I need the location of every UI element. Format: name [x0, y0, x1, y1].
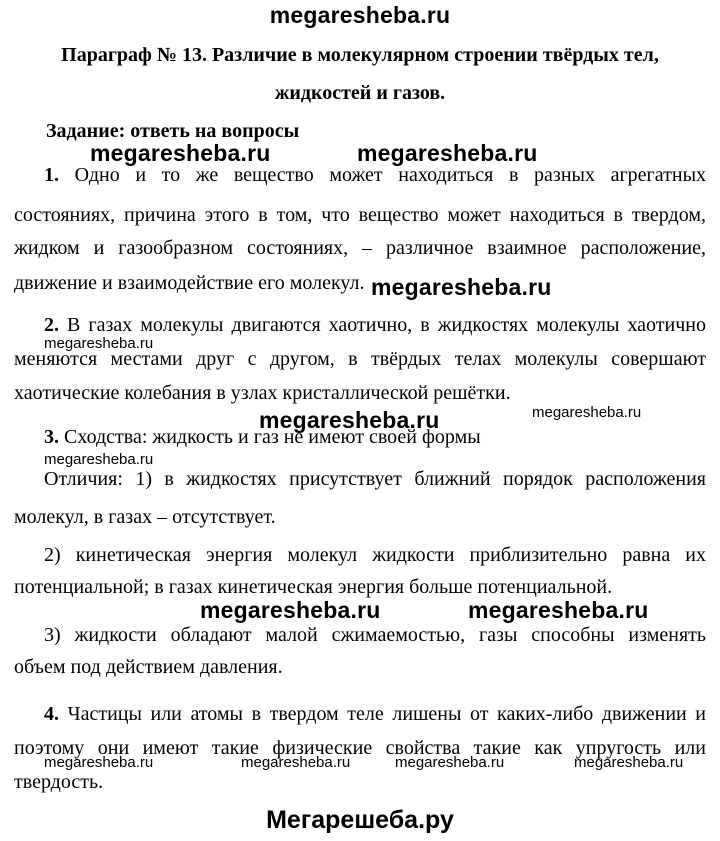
answer-3-text: Сходства: жидкость и газ не имеют своей формы: [64, 426, 481, 448]
answer-3-number: 3.: [44, 426, 59, 448]
answer-1-line-4: движение и взаимодействие его молекул.: [14, 272, 365, 294]
answer-4-number: 4.: [44, 703, 59, 725]
answer-4-line-1: [44, 703, 706, 726]
answer-2-text: В газах молекулы двигаются хаотично, в жидкостях молекулы хаотично: [67, 314, 706, 336]
answer-3-point-2-line-1: 2) кинетическая энергия молекул жидкости приблизительно равна их: [44, 544, 706, 566]
watermark-small: megaresheba.ru: [44, 335, 154, 352]
page-title-line-1: Параграф № 13. Различие в молекулярном строении твёрдых тел,: [61, 44, 659, 66]
answer-1-line-1: [14, 164, 706, 187]
answer-2-line-1: [14, 314, 706, 337]
watermark: megaresheba.ru: [200, 597, 381, 623]
answer-3-point-2-line-2: потенциальной; в газах кинетическая энергия больше потенциальной.: [14, 576, 613, 598]
answer-2-line-3: хаотические колебания в узлах кристаллической решётки.: [14, 382, 511, 404]
page-title-line-2: жидкостей и газов.: [274, 82, 446, 104]
answer-4-line-3: твердость.: [14, 771, 104, 793]
answer-1-text: Одно и то же вещество может находиться в разных агрегатных: [74, 164, 707, 186]
watermark: megaresheba.ru: [468, 597, 649, 623]
answer-1-number: 1.: [44, 164, 59, 186]
header-watermark: megaresheba.ru: [269, 2, 451, 28]
answer-1-line-2: состояниях, причина этого в том, что вещество может находиться в твердом,: [14, 204, 706, 226]
task-label: Задание: ответь на вопросы: [46, 120, 300, 142]
watermark-small: megaresheba.ru: [574, 754, 684, 771]
answer-4-text: Частицы или атомы в твердом теле лишены от каких-либо движении и: [67, 703, 706, 725]
answer-2-line-2: меняются местами друг с другом, в твёрдых телах молекулы совершают: [14, 348, 706, 370]
watermark-small: megaresheba.ru: [532, 404, 642, 421]
answer-1-line-3: жидком и газообразном состояниях, – различное взаимное расположение,: [14, 237, 706, 259]
watermark-small: megaresheba.ru: [44, 754, 154, 771]
answer-3-point-3-line-1: 3) жидкости обладают малой сжимаемостью, газы способны изменять: [44, 624, 706, 646]
watermark: megaresheba.ru: [357, 140, 538, 166]
answer-3-point-3-line-2: объем под действием давления.: [14, 656, 283, 678]
watermark-small: megaresheba.ru: [395, 754, 505, 771]
footer-watermark: Мегарешеба.ру: [266, 806, 454, 834]
answer-2-number: 2.: [44, 314, 59, 336]
watermark: megaresheba.ru: [371, 274, 552, 300]
answer-3-differences-line-1: Отличия: 1) в жидкостях присутствует ближний порядок расположения: [44, 468, 706, 490]
answer-3-differences-line-2: молекул, в газах – отсутствует.: [14, 506, 276, 528]
watermark-small: megaresheba.ru: [44, 451, 154, 468]
watermark-small: megaresheba.ru: [241, 754, 351, 771]
watermark: megaresheba.ru: [259, 407, 440, 433]
watermark: megaresheba.ru: [90, 140, 271, 166]
answer-4-line-2: поэтому они имеют такие физические свойства такие как упругость или: [14, 737, 706, 759]
